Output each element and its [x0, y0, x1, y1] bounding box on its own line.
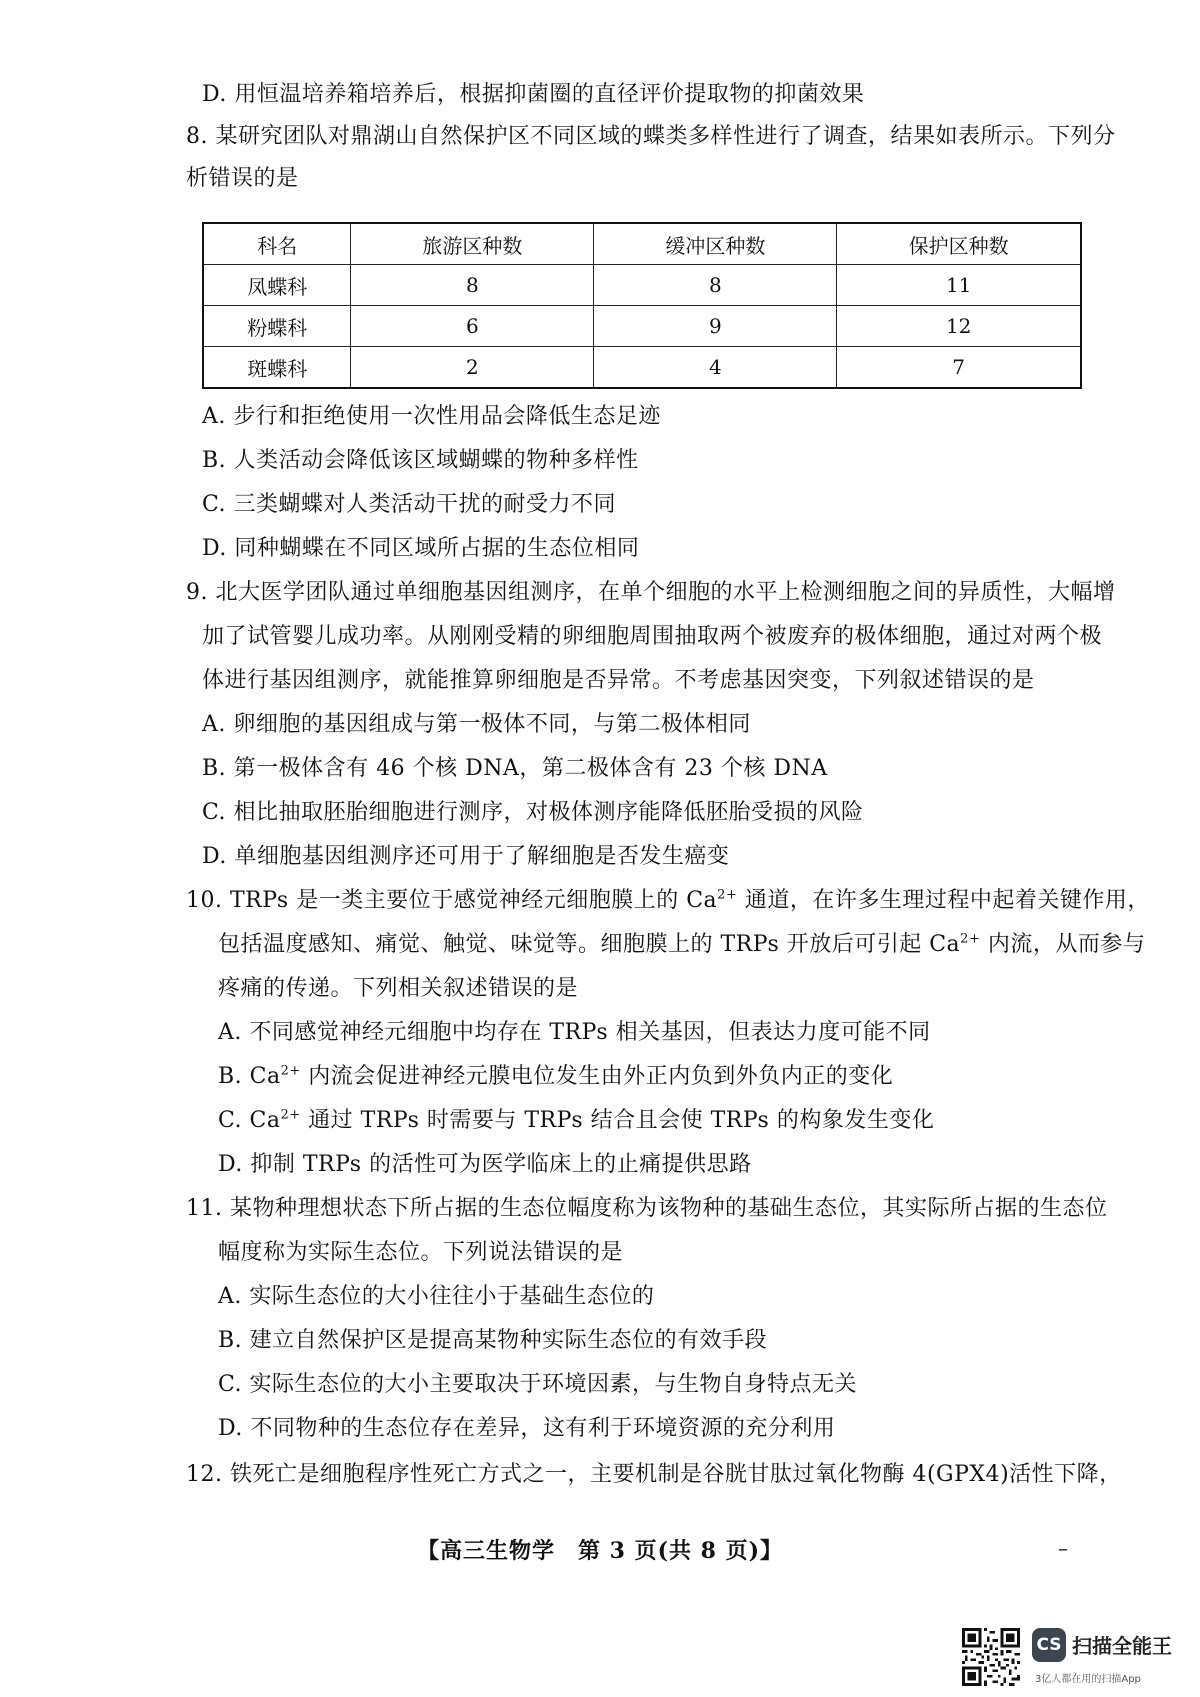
q10-option-text: 通过 TRPs 时需要与 TRPs 结合且会使 TRPs 的构象发生变化 — [300, 1108, 935, 1133]
table-row — [203, 347, 1081, 389]
q8-option-b: B. 人类活动会降低该区域蝴蝶的物种多样性 — [202, 448, 639, 473]
q10-stem-text: 包括温度感知、痛觉、触觉、味觉等。细胞膜上的 TRPs 开放后可引起 Ca — [218, 932, 961, 957]
q10-option-d: D. 抑制 TRPs 的活性可为医学临床上的止痛提供思路 — [218, 1152, 752, 1177]
table-cell: 4 — [594, 347, 837, 389]
table-row — [203, 306, 1081, 347]
q8-option-c: C. 三类蝴蝶对人类活动干扰的耐受力不同 — [202, 492, 617, 517]
page-footer: 【高三生物学 第 3 页(共 8 页)】 — [416, 1538, 784, 1564]
q10-stem-line-3: 疼痛的传递。下列相关叙述错误的是 — [218, 976, 579, 1001]
q7-option-d: D. 用恒温培养箱培养后，根据抑菌圈的直径评价提取物的抑菌效果 — [202, 82, 865, 107]
camscanner-logo: CS — [1032, 1628, 1066, 1662]
table-cell: 8 — [351, 265, 594, 306]
superscript: 2+ — [960, 931, 981, 947]
table-cell: 9 — [594, 306, 837, 347]
superscript: 2+ — [717, 887, 738, 903]
table-header-cell: 科名 — [203, 223, 351, 265]
table-cell: 7 — [837, 347, 1081, 389]
q8-stem-line-1: 8. 某研究团队对鼎湖山自然保护区不同区域的蝶类多样性进行了调查，结果如表所示。下列分 — [186, 124, 1116, 149]
table-cell: 8 — [594, 265, 837, 306]
q10-stem-text: 通道，在许多生理过程中起着关键作用， — [737, 888, 1150, 913]
butterfly-species-table — [202, 222, 1082, 389]
q11-stem-line-1: 11. 某物种理想状态下所占据的生态位幅度称为该物种的基础生态位，其实际所占据的生态位 — [186, 1196, 1108, 1221]
table-cell: 凤蝶科 — [203, 265, 351, 306]
q10-option-b — [218, 1062, 893, 1092]
table-cell: 6 — [351, 306, 594, 347]
table-cell: 11 — [837, 265, 1081, 306]
table-cell: 12 — [837, 306, 1081, 347]
table-header-row — [203, 223, 1081, 265]
scanner-tagline: 3亿人都在用的扫描App — [1035, 1674, 1141, 1685]
q10-option-c — [218, 1106, 934, 1136]
table-cell: 斑蝶科 — [203, 347, 351, 389]
q9-option-a: A. 卵细胞的基因组成与第一极体不同，与第二极体相同 — [202, 712, 751, 737]
table-header-cell: 保护区种数 — [837, 223, 1081, 265]
q10-stem-text: 10. TRPs 是一类主要位于感觉神经元细胞膜上的 Ca — [186, 888, 718, 913]
scanner-app-name: 扫描全能王 — [1072, 1634, 1172, 1658]
table-row — [203, 265, 1081, 306]
footer-dash: – — [1058, 1536, 1068, 1560]
q9-stem-line-1: 9. 北大医学团队通过单细胞基因组测序，在单个细胞的水平上检测细胞之间的异质性，大幅增 — [186, 580, 1116, 605]
q10-option-text: 内流会促进神经元膜电位发生由外正内负到外负内正的变化 — [300, 1064, 894, 1089]
q9-stem-line-3: 体进行基因组测序，就能推算卵细胞是否异常。不考虑基因突变，下列叙述错误的是 — [202, 668, 1035, 693]
q10-option-text: B. Ca — [218, 1064, 281, 1089]
q10-stem-line-2 — [218, 930, 1145, 960]
q10-option-a: A. 不同感觉神经元细胞中均存在 TRPs 相关基因，但表达力度可能不同 — [218, 1020, 931, 1045]
q12-stem-line-1: 12. 铁死亡是细胞程序性死亡方式之一，主要机制是谷胱甘肽过氧化物酶 4(GPX4)活性下降， — [186, 1462, 1122, 1487]
qr-code-icon — [962, 1628, 1020, 1686]
q9-stem-line-2: 加了试管婴儿成功率。从刚刚受精的卵细胞周围抽取两个被废弃的极体细胞，通过对两个极 — [202, 624, 1103, 649]
q11-stem-line-2: 幅度称为实际生态位。下列说法错误的是 — [218, 1240, 624, 1265]
q10-stem-text: 内流，从而参与 — [980, 932, 1146, 957]
table-header-cell: 缓冲区种数 — [594, 223, 837, 265]
q8-option-d: D. 同种蝴蝶在不同区域所占据的生态位相同 — [202, 536, 640, 561]
q8-stem-line-2: 析错误的是 — [186, 166, 299, 191]
q8-option-a: A. 步行和拒绝使用一次性用品会降低生态足迹 — [202, 404, 661, 429]
table-header-cell: 旅游区种数 — [351, 223, 594, 265]
superscript: 2+ — [280, 1063, 301, 1079]
q10-stem-line-1 — [186, 886, 1150, 916]
q10-option-text: C. Ca — [218, 1108, 281, 1133]
q11-option-a: A. 实际生态位的大小往往小于基础生态位的 — [218, 1284, 655, 1309]
q11-option-d: D. 不同物种的生态位存在差异，这有利于环境资源的充分利用 — [218, 1416, 836, 1441]
table-cell: 粉蝶科 — [203, 306, 351, 347]
superscript: 2+ — [280, 1107, 301, 1123]
q11-option-c: C. 实际生态位的大小主要取决于环境因素，与生物自身特点无关 — [218, 1372, 858, 1397]
q9-option-c: C. 相比抽取胚胎细胞进行测序，对极体测序能降低胚胎受损的风险 — [202, 800, 864, 825]
q11-option-b: B. 建立自然保护区是提高某物种实际生态位的有效手段 — [218, 1328, 768, 1353]
q9-option-d: D. 单细胞基因组测序还可用于了解细胞是否发生癌变 — [202, 844, 730, 869]
q9-option-b: B. 第一极体含有 46 个核 DNA，第二极体含有 23 个核 DNA — [202, 756, 828, 781]
table-cell: 2 — [351, 347, 594, 389]
